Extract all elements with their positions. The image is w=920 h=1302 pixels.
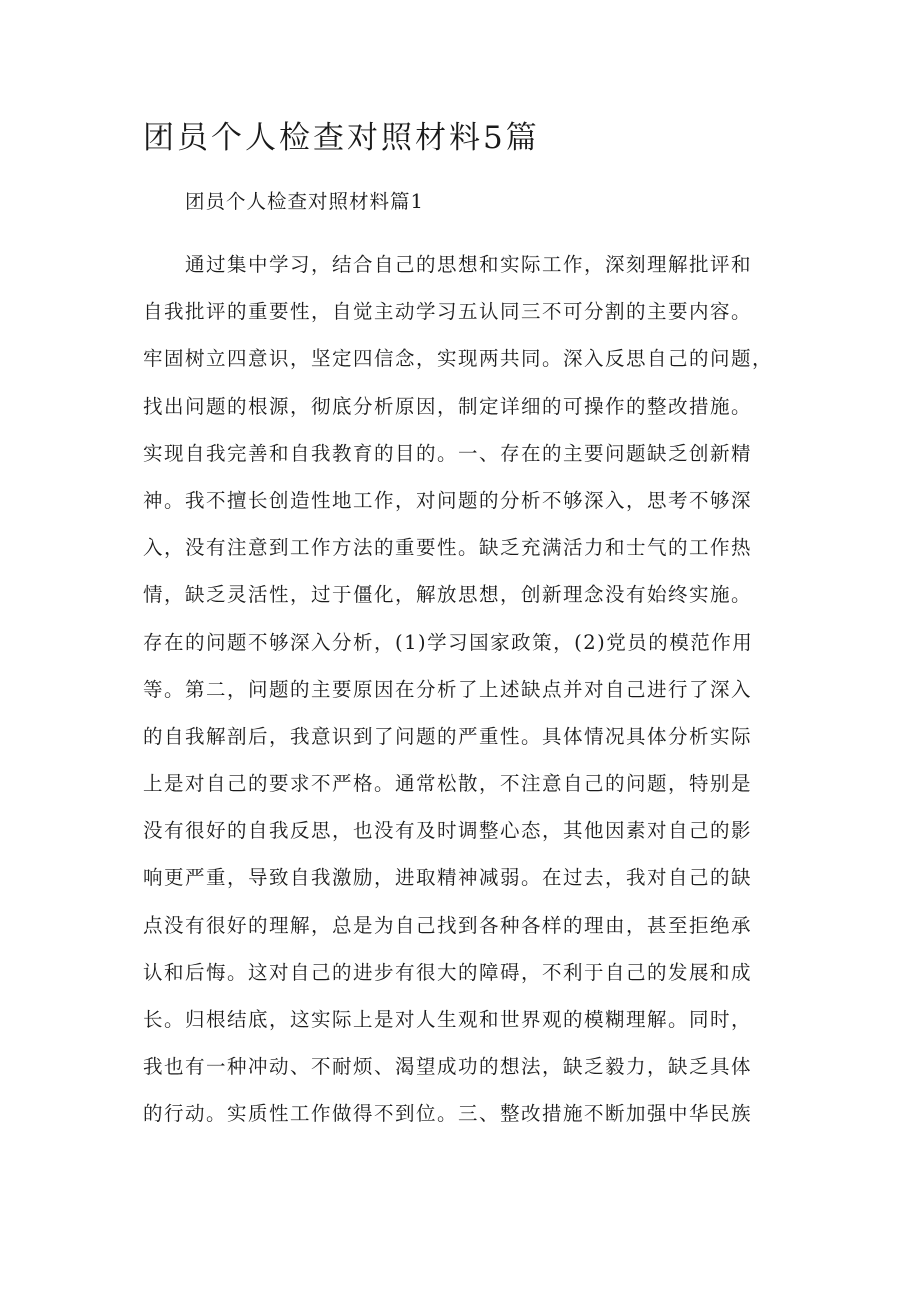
paragraph-line: 长。归根结底，这实际上是对人生观和世界观的模糊理解。同时， [143, 1008, 753, 1031]
paragraph-line: 通过集中学习，结合自己的思想和实际工作，深刻理解批评和 [185, 253, 753, 276]
body-text [143, 246, 793, 1143]
paragraph-line: 认和后悔。这对自己的进步有很大的障碍，不利于自己的发展和成 [143, 960, 753, 984]
paragraph-line: 存在的问题不够深入分析，(1)学习国家政策，(2)党员的模范作用 [143, 630, 754, 654]
section-heading: 团员个人检查对照材料篇1 [185, 190, 424, 213]
paragraph-line: 的行动。实质性工作做得不到位。三、整改措施不断加强中华民族 [143, 1102, 753, 1126]
paragraph-line: 神。我不擅长创造性地工作，对问题的分析不够深入，思考不够深 [143, 488, 753, 512]
paragraph-line: 没有很好的自我反思，也没有及时调整心态，其他因素对自己的影 [143, 819, 753, 843]
paragraph-line: 自我批评的重要性，自觉主动学习五认同三不可分割的主要内容。 [143, 300, 753, 324]
paragraph-line: 实现自我完善和自我教育的目的。一、存在的主要问题缺乏创新精 [143, 441, 753, 465]
paragraph-line: 牢固树立四意识，坚定四信念，实现两共同。深入反思自己的问题， [143, 347, 774, 371]
paragraph-line: 情，缺乏灵活性，过于僵化，解放思想，创新理念没有始终实施。 [143, 583, 753, 607]
paragraph-line: 上是对自己的要求不严格。通常松散，不注意自己的问题，特别是 [143, 772, 753, 796]
paragraph-line: 响更严重，导致自我激励，进取精神减弱。在过去，我对自己的缺 [143, 866, 753, 890]
paragraph-line: 入，没有注意到工作方法的重要性。缺乏充满活力和士气的工作热 [143, 536, 753, 560]
document-title: 团员个人检查对照材料5篇 [143, 120, 540, 156]
paragraph-line: 我也有一种冲动、不耐烦、渴望成功的想法，缺乏毅力，缺乏具体 [143, 1055, 753, 1079]
paragraph-line: 的自我解剖后，我意识到了问题的严重性。具体情况具体分析实际 [143, 724, 753, 748]
paragraph-line: 找出问题的根源，彻底分析原因，制定详细的可操作的整改措施。 [143, 394, 753, 418]
paragraph-line: 点没有很好的理解，总是为自己找到各种各样的理由，甚至拒绝承 [143, 913, 753, 937]
paragraph-line: 等。第二，问题的主要原因在分析了上述缺点并对自己进行了深入 [143, 677, 753, 701]
